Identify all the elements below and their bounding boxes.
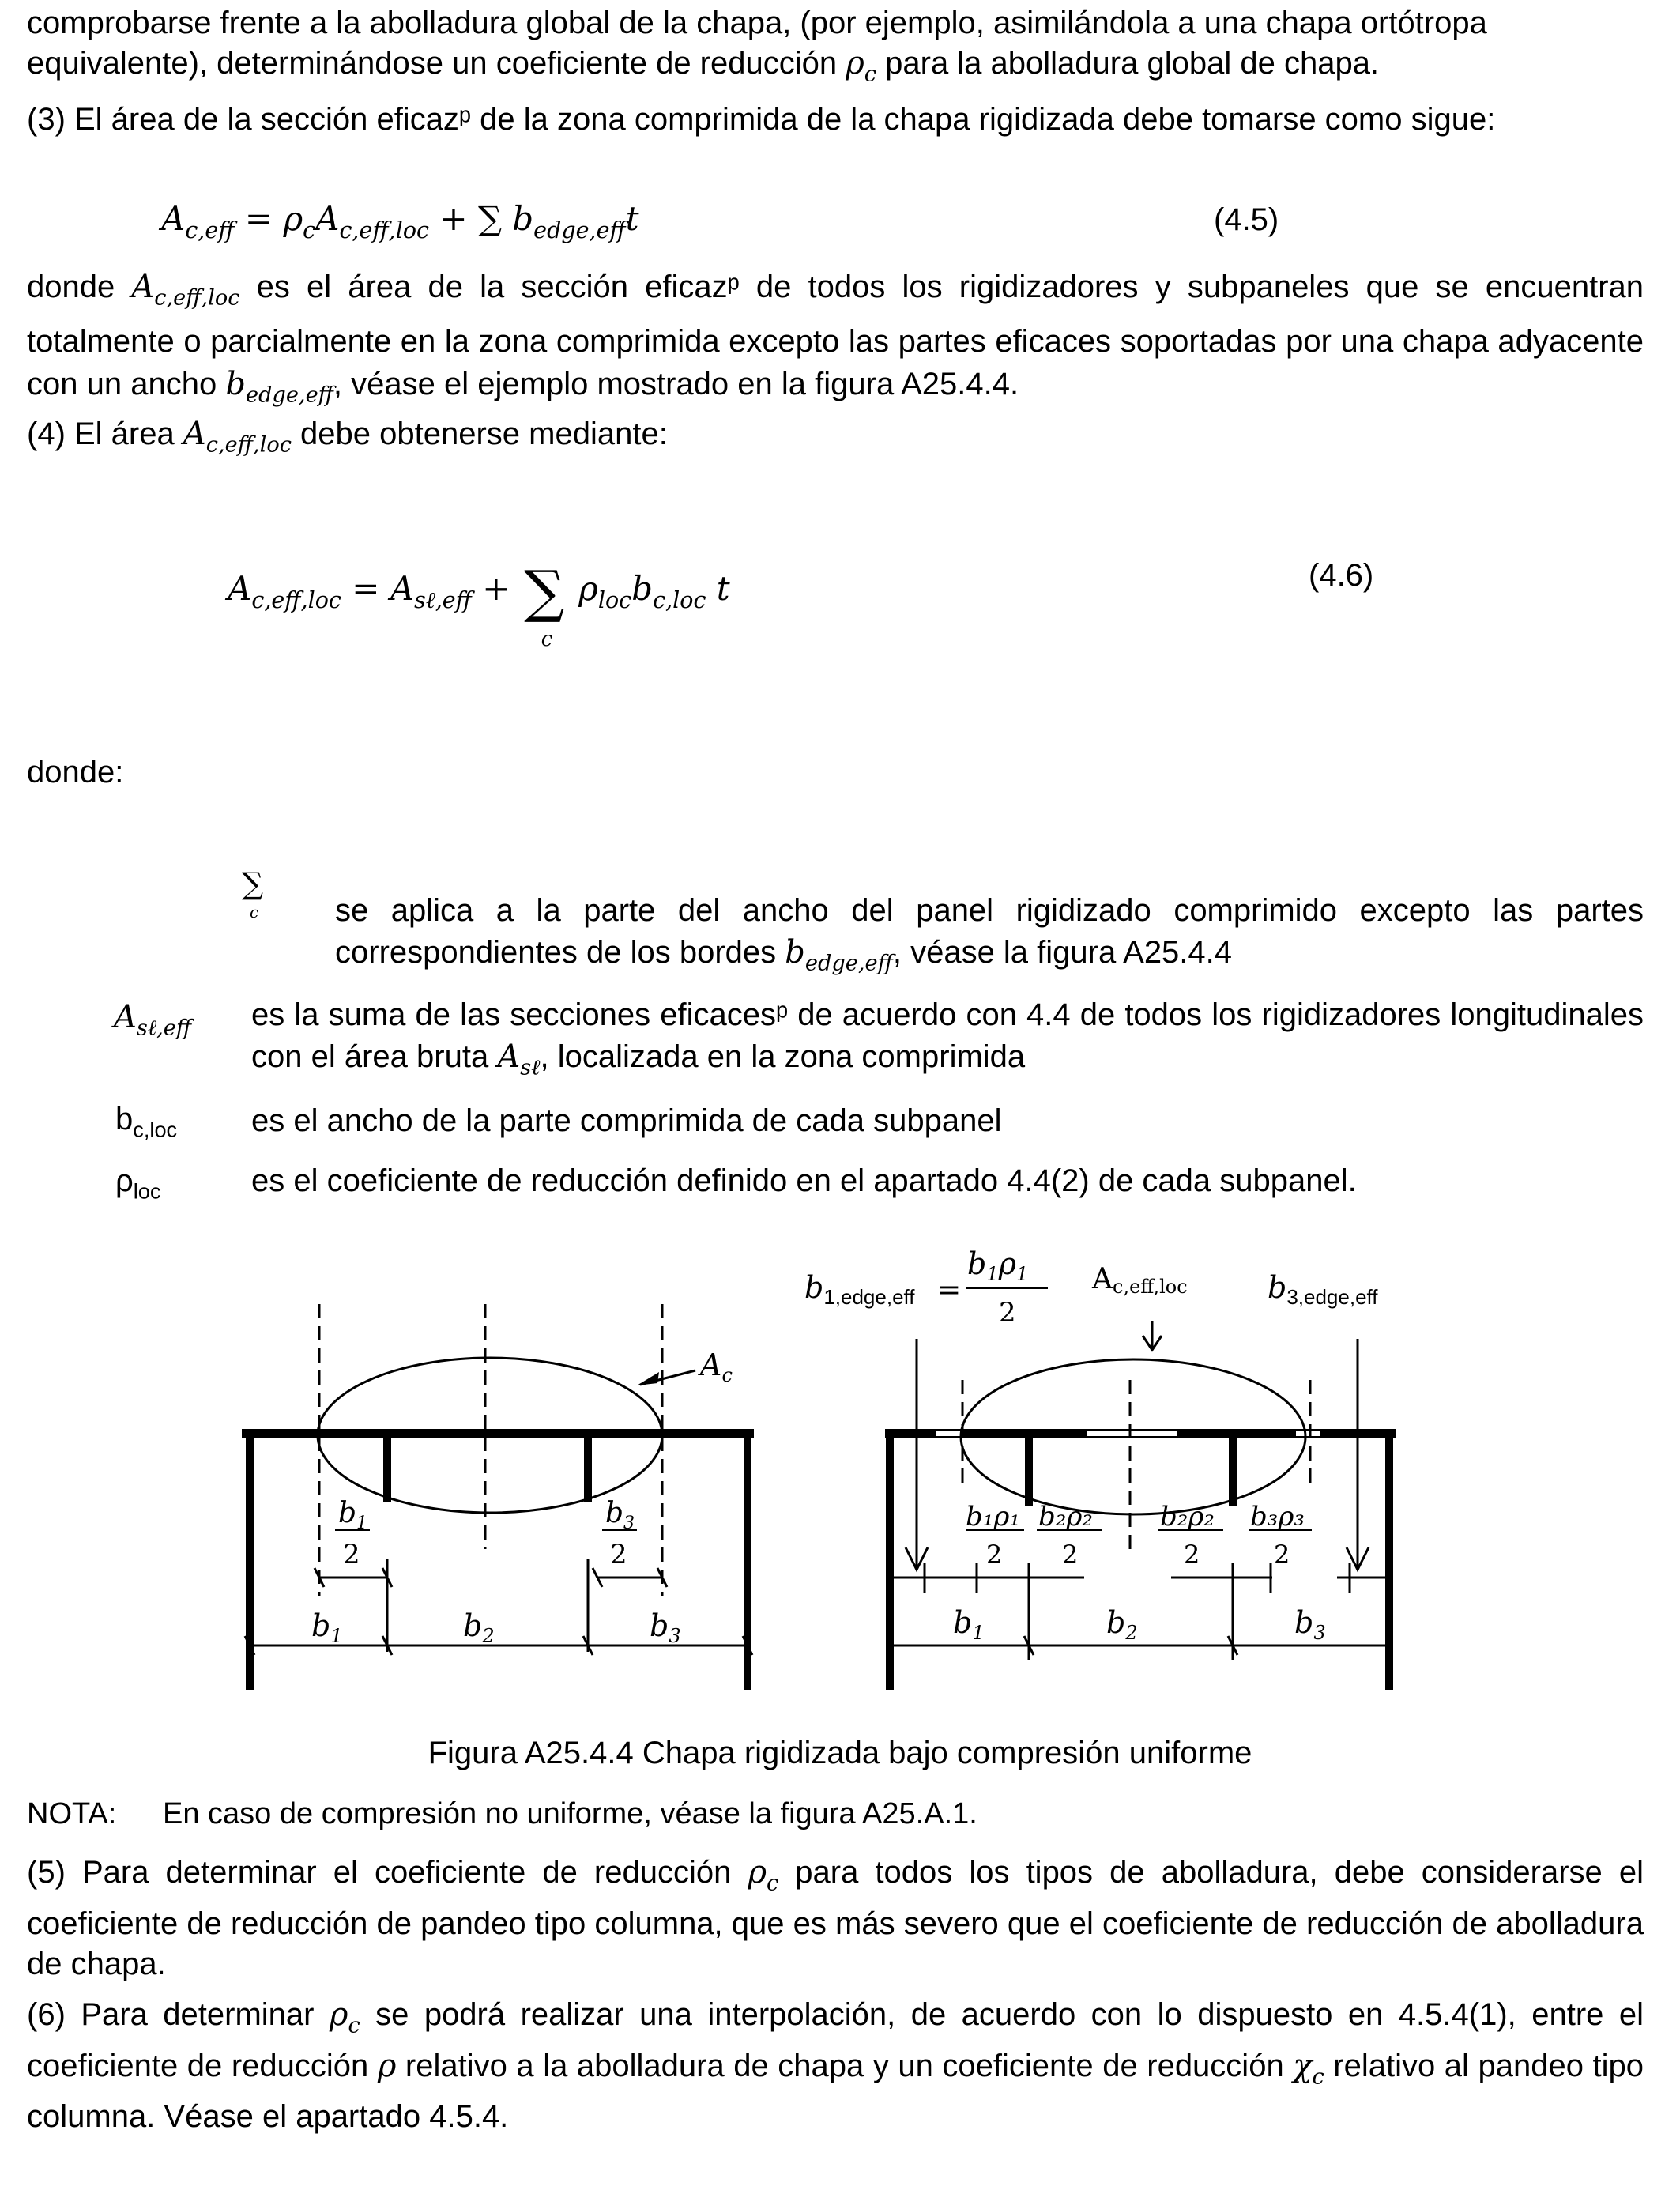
svg-text:2: 2 (986, 1540, 1003, 1570)
figure-caption: Figura A25.4.4 Chapa rigidizada bajo compresión uniforme (428, 1736, 1252, 1770)
label-frac-den: 2 (999, 1297, 1016, 1329)
label-b2rho2-b: b₂ρ₂ (1160, 1501, 1215, 1532)
equation-4-5: $A_{c,eff} = \rho_cA_{c,eff,loc}$ + ∑ $b_{edge,eff}t$ (161, 199, 639, 243)
def-text-rho-loc: es el coeficiente de reducción definido en el apartado 4.4(2) de cada subpanel. (251, 1163, 1357, 1198)
label-b3: $b_3$ (650, 1608, 681, 1647)
equation-number-4-5: (4.5) (1214, 202, 1279, 237)
figure-stiffened-plate (0, 1233, 1680, 1707)
label-b2: $b_2$ (1106, 1605, 1138, 1644)
label-frac-num: $b_1\rho_1$ (967, 1246, 1029, 1285)
label-b3-edge-eff: $b_{3,edge,eff}$ (1268, 1270, 1378, 1309)
def-symbol-sum: ∑ c (242, 866, 264, 922)
symbol-rho-c: $\rho_c$ (846, 45, 876, 87)
paragraph-5: (5) Para determinar el coeficiente de reducción $\rho_c$ para todos los tipos de abolladura, debe considerarse el coeficiente de reducción de pandeo tipo columna, que es más severo que el coeficiente de reducción de abolladura de chapa. (27, 1854, 1644, 1981)
paragraph-3: (3) El área de la sección eficazᵖ de la zona comprimida de la chapa rigidizada debe tomarse como sigue: (27, 102, 1496, 137)
label-b1-half-num: $b_1$ (338, 1497, 368, 1533)
label-b3-half-num: $b_3$ (605, 1497, 635, 1533)
label-b2rho2-a: b₂ρ₂ (1038, 1501, 1094, 1532)
svg-text:2: 2 (1274, 1540, 1290, 1570)
label-b1: $b_1$ (953, 1605, 985, 1644)
label-Ac: $A_c$ (700, 1348, 733, 1386)
def-symbol-A-sl-eff: $A_{s\ell,eff}$ (114, 999, 192, 1041)
paragraph-donde-definition: donde $A_{c,eff,loc}$ es el área de la sección eficazᵖ de todos los rigidizadores y subpaneles que se encuentran totalmente o parcialmente en la zona comprimida excepto las partes eficaces soportadas por una chapa adyacente con un ancho $b_{edge,eff}$, véase el ejemplo mostrado en la figura A25.4.4. (27, 269, 1644, 408)
note-label: NOTA: (27, 1797, 117, 1830)
label-b1rho1: b₁ρ₁ (966, 1501, 1021, 1532)
svg-text:2: 2 (1184, 1540, 1200, 1570)
def-symbol-rho-loc: $\rho_{loc}$ (115, 1163, 161, 1204)
label-b3: $b_3$ (1294, 1605, 1326, 1644)
left-diagram-labels (311, 1348, 733, 1647)
note-text: En caso de compresión no uniforme, véase la figura A25.A.1. (163, 1797, 977, 1830)
def-text-b-c-loc: es el ancho de la parte comprimida de cada subpanel (251, 1103, 1002, 1138)
equation-4-6: $A_{c,eff,loc} = A_{s\ell,eff}$ + ∑ c $\rho_{loc}b_{c,loc}$ t (228, 558, 730, 651)
label-b3rho3: b₃ρ₃ (1250, 1501, 1305, 1532)
def-symbol-b-c-loc: $b_{c,loc}$ (115, 1102, 178, 1142)
label-equals: = (937, 1274, 962, 1306)
def-text-sum: se aplica a la parte del ancho del panel rigidizado comprimido excepto las partes correspondientes de los bordes $b_{edge,eff}$, véase la figura A25.4.4 (335, 893, 1644, 976)
paragraph-continued (27, 3, 1644, 95)
label-Aceffloc: Ac,eff,loc (1092, 1263, 1188, 1298)
label-b2: $b_2$ (463, 1608, 495, 1647)
text-line: para la abolladura global de chapa. (885, 46, 1380, 81)
equation-number-4-6: (4.6) (1309, 558, 1374, 593)
def-text-A-sl-eff: es la suma de las secciones eficacesᵖ de acuerdo con 4.4 de todos los rigidizadores longitudinales con el área bruta $A_{s\ell}$, localizada en la zona comprimida (251, 997, 1644, 1080)
svg-text:2: 2 (1062, 1540, 1079, 1570)
donde-label: donde: (27, 755, 124, 790)
text-line: equivalente), determinándose un coeficiente de reducción (27, 46, 838, 81)
paragraph-4: (4) El área $A_{c,eff,loc}$ debe obtenerse mediante: (27, 416, 668, 458)
text-line: comprobarse frente a la abolladura global de la chapa, (por ejemplo, asimilándola a una chapa ortótropa (27, 6, 1487, 40)
label-b1-half-den: 2 (343, 1539, 360, 1570)
label-b1: $b_1$ (311, 1608, 343, 1647)
label-b3-half-den: 2 (610, 1539, 627, 1570)
label-b1-edge-eff: $b_{1,edge,eff}$ (804, 1270, 915, 1309)
paragraph-6: (6) Para determinar $\rho_c$ se podrá realizar una interpolación, de acuerdo con lo dispuesto en 4.5.4(1), entre el coeficiente de reducción ρ relativo a la abolladura de chapa y un coeficiente de reducción $\chi_c$ relativo al pandeo tipo columna. Véase el apartado 4.5.4. (27, 1996, 1644, 2135)
